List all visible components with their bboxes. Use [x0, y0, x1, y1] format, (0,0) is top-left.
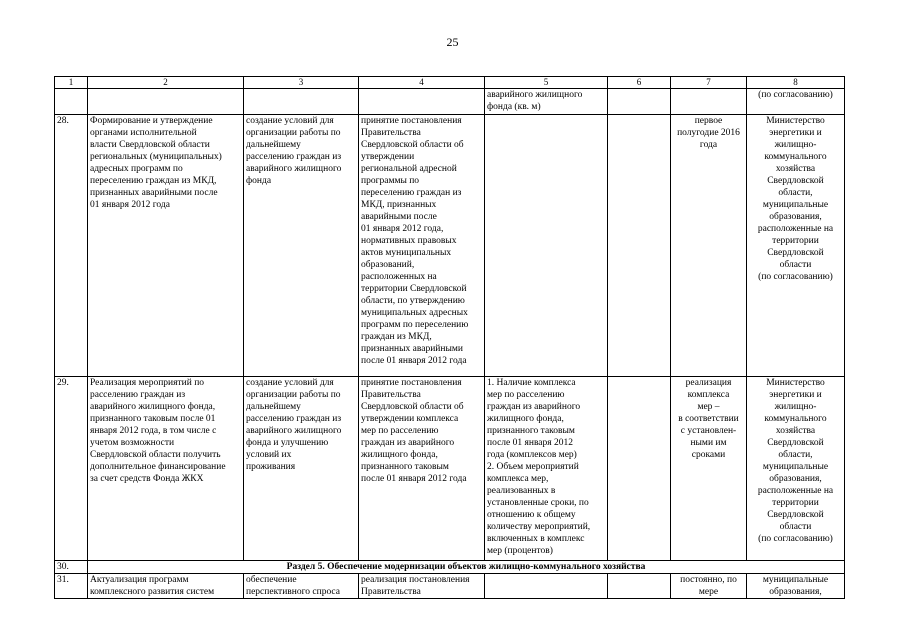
cell-goal: создание условий для организации работы по дальнейшему расселению граждан из аварийного жилищного фонда и улучшению условий их проживания	[244, 377, 359, 561]
column-number: 2	[88, 77, 244, 89]
cell-result: реализация постановления Правительства	[359, 574, 485, 599]
column-number: 7	[671, 77, 747, 89]
table-row	[55, 574, 845, 599]
cell-result: принятие постановления Правительства Свердловской области об утверждении комплекса мер по расселению граждан из аварийного жилищного фонда, признанного таковым после 01 января 2012 года	[359, 377, 485, 561]
column-number: 1	[55, 77, 88, 89]
cell-indicator: аварийного жилищного фонда (кв. м)	[485, 89, 608, 115]
continuation-row	[55, 89, 845, 115]
cell-responsible: Министерство энергетики и жилищно- коммунального хозяйства Свердловской области, муниципальные образования, расположенные на территории Свердловской области (по согласованию)	[747, 115, 845, 377]
cell-responsible: Министерство энергетики и жилищно- коммунального хозяйства Свердловской области, муниципальные образования, расположенные на территории Свердловской области (по согласованию)	[747, 377, 845, 561]
column-number: 8	[747, 77, 845, 89]
cell-deadline: реализация комплекса мер – в соответствии с установлен- ными им сроками	[671, 377, 747, 561]
cell-value	[608, 89, 671, 115]
cell-name: Актуализация программ комплексного развития систем	[88, 574, 244, 599]
measures-table	[54, 76, 845, 599]
column-number: 6	[608, 77, 671, 89]
cell-deadline: первое полугодие 2016 года	[671, 115, 747, 377]
row-number: 28.	[55, 115, 88, 377]
cell-value	[608, 115, 671, 377]
cell-goal	[244, 89, 359, 115]
row-number: 30.	[55, 561, 88, 574]
cell-indicator	[485, 115, 608, 377]
table-row	[55, 377, 845, 561]
column-number-row	[55, 77, 845, 89]
cell-indicator	[485, 574, 608, 599]
cell-deadline	[671, 89, 747, 115]
cell-name: Формирование и утверждение органами исполнительной власти Свердловской области региональных (муниципальных) адресных программ по переселению граждан из МКД, признанных аварийными после 01 января 2012 года	[88, 115, 244, 377]
cell-num	[55, 89, 88, 115]
cell-goal: создание условий для организации работы по дальнейшему расселению граждан из аварийного жилищного фонда	[244, 115, 359, 377]
cell-goal: обеспечение перспективного спроса	[244, 574, 359, 599]
cell-deadline: постоянно, по мере	[671, 574, 747, 599]
cell-value	[608, 574, 671, 599]
cell-result: принятие постановления Правительства Свердловской области об утверждении региональной адресной программы по переселению граждан из МКД, признанных аварийными после 01 января 2012 года, нормативных правовых актов муниципальных образований, расположенных на территории Свердловской области, по утверждению муниципальных адресных программ по переселению граждан из МКД, признанных аварийными после 01 января 2012 года	[359, 115, 485, 377]
cell-responsible: муниципальные образования,	[747, 574, 845, 599]
page-number: 25	[446, 35, 459, 49]
section-row	[55, 561, 845, 574]
column-number: 5	[485, 77, 608, 89]
table-row	[55, 115, 845, 377]
cell-name: Реализация мероприятий по расселению граждан из аварийного жилищного фонда, признанного таковым после 01 января 2012 года, в том числе с учетом возможности Свердловской области получить дополнительное финансирование за счет средств Фонда ЖКХ	[88, 377, 244, 561]
column-number: 4	[359, 77, 485, 89]
cell-responsible: (по согласованию)	[747, 89, 845, 115]
row-number: 29.	[55, 377, 88, 561]
cell-result	[359, 89, 485, 115]
cell-indicator: 1. Наличие комплекса мер по расселению граждан из аварийного жилищного фонда, признанного таковым после 01 января 2012 года (комплексов мер) 2. Объем мероприятий комплекса мер, реализованных в установленные сроки, по отношению к общему количеству мероприятий, включенных в комплекс мер (процентов)	[485, 377, 608, 561]
cell-name	[88, 89, 244, 115]
row-number: 31.	[55, 574, 88, 599]
column-number: 3	[244, 77, 359, 89]
cell-value	[608, 377, 671, 561]
section-title: Раздел 5. Обеспечение модернизации объектов жилищно-коммунального хозяйства	[88, 561, 845, 574]
